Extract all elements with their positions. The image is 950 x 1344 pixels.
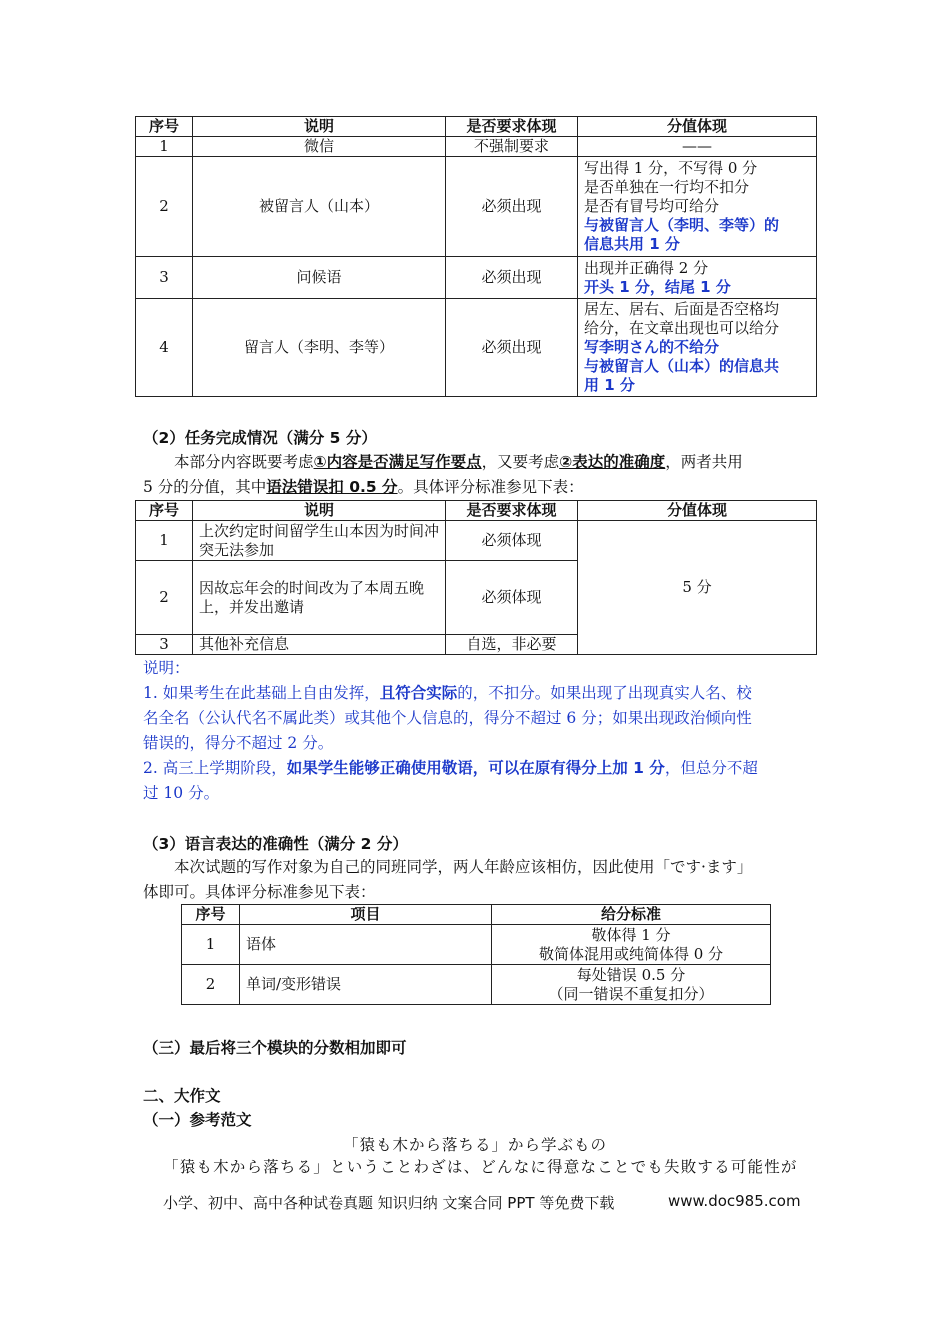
sub-heading: （一）参考范文 <box>143 1111 252 1129</box>
col-header: 分值体现 <box>578 501 817 521</box>
table-header-row <box>136 501 817 521</box>
text-run: 错误的，得分不超过 2 分。 <box>143 734 334 752</box>
notes-block <box>143 656 815 806</box>
col-header: 是否要求体现 <box>446 117 578 137</box>
essay-line: 「猿も木から落ちる」ということわざは、どんなに得意なことでも失敗する可能性が <box>163 1158 798 1176</box>
text-run: 体即可。具体评分标准参见下表： <box>143 883 376 901</box>
score-line: 居左、居右、后面是否空格均 <box>584 300 780 318</box>
text-emphasis: 且符合实际 <box>379 684 458 702</box>
table-row <box>136 257 817 299</box>
col-header: 序号 <box>136 117 193 137</box>
table-row <box>136 157 817 257</box>
cell-desc: 微信 <box>193 137 446 157</box>
cell-desc: 问候语 <box>193 257 446 299</box>
cell-req: 不强制要求 <box>446 137 578 157</box>
text-emphasis: 语法错误扣 0.5 分 <box>266 478 398 496</box>
text-run: 本次试题的写作对象为自己的同班同学，两人年龄应该相仿，因此使用「です·ます」 <box>174 858 753 876</box>
table-header-row <box>182 905 771 925</box>
cell-item: 语体 <box>240 925 492 965</box>
cell-no: 1 <box>136 521 193 561</box>
table-row <box>136 299 817 397</box>
col-header: 序号 <box>182 905 240 925</box>
footer-url: www.doc985.com <box>668 1192 801 1210</box>
footer-text: 小学、初中、高中各种试卷真题 知识归纳 文案合同 PPT 等免费下载 <box>163 1194 615 1212</box>
cell-no: 1 <box>182 925 240 965</box>
score-line-emphasis: 写李明さん的不给分 <box>584 338 720 356</box>
essay-title: 「猿も木から落ちる」から学ぶもの <box>342 1136 607 1154</box>
col-header: 给分标准 <box>492 905 771 925</box>
cell-desc: 因故忘年会的时间改为了本周五晚上，并发出邀请 <box>193 561 446 635</box>
cell-score <box>578 157 817 257</box>
standard-line: （同一错误不重复扣分） <box>548 984 714 1003</box>
cell-standard <box>492 925 771 965</box>
text-emphasis: ②表达的准确度 <box>559 453 666 471</box>
scoring-table-2 <box>135 500 817 655</box>
text-run: 本部分内容既要考虑 <box>174 453 314 471</box>
score-line: 是否有冒号均可给分 <box>584 197 720 215</box>
cell-desc: 其他补充信息 <box>193 635 446 655</box>
cell-desc: 留言人（李明、李等） <box>193 299 446 397</box>
cell-no: 3 <box>136 635 193 655</box>
text-run: 名全名（公认代名不属此类）或其他个人信息的，得分不超过 6 分；如果出现政治倾向性 <box>143 709 752 727</box>
cell-no: 2 <box>182 965 240 1005</box>
text-run: ，但总分不超 <box>664 759 758 777</box>
note-item-2 <box>143 756 815 806</box>
score-line-emphasis: 开头 1 分，结尾 1 分 <box>584 277 731 296</box>
text-run: 的，不扣分。如果出现了出现真实人名、校 <box>457 684 752 702</box>
score-line-emphasis: 与被留言人（李明、李等）的 <box>584 216 780 234</box>
score-line: 写出得 1 分，不写得 0 分 <box>584 159 758 177</box>
col-header: 说明 <box>193 117 446 137</box>
col-header: 分值体现 <box>578 117 817 137</box>
text-emphasis: ①内容是否满足写作要点 <box>313 453 482 471</box>
note-item-1 <box>143 681 815 756</box>
table-row <box>136 521 817 561</box>
cell-no: 3 <box>136 257 193 299</box>
text-emphasis: 如果学生能够正确使用敬语，可以在原有得分上加 1 分 <box>286 759 665 777</box>
col-header: 是否要求体现 <box>446 501 578 521</box>
notes-title: 说明： <box>143 659 190 677</box>
cell-score: —— <box>578 137 817 157</box>
text-run: 过 10 分。 <box>143 784 220 802</box>
cell-score: 5 分 <box>578 521 817 655</box>
col-header: 序号 <box>136 501 193 521</box>
table-row <box>182 965 771 1005</box>
cell-score <box>578 299 817 397</box>
cell-req: 必须出现 <box>446 257 578 299</box>
text-run: ，两者共用 <box>665 453 743 471</box>
cell-req: 自选，非必要 <box>446 635 578 655</box>
section-heading: （2）任务完成情况（满分 5 分） <box>143 429 377 447</box>
text-run: ，又要考虑 <box>481 453 560 471</box>
text-run: 。具体评分标准参见下表： <box>397 478 584 496</box>
scoring-table-3 <box>181 904 771 1005</box>
cell-item: 单词/变形错误 <box>240 965 492 1005</box>
cell-req: 必须体现 <box>446 561 578 635</box>
col-header: 说明 <box>193 501 446 521</box>
col-header: 项目 <box>240 905 492 925</box>
cell-req: 必须体现 <box>446 521 578 561</box>
cell-no: 4 <box>136 299 193 397</box>
score-line: 给分，在文章出现也可以给分 <box>584 319 780 337</box>
score-line-emphasis: 与被留言人（山本）的信息共 <box>584 357 780 375</box>
cell-desc: 被留言人（山本） <box>193 157 446 257</box>
section-heading: （3）语言表达的准确性（满分 2 分） <box>143 835 408 853</box>
standard-line: 每处错误 0.5 分 <box>576 965 686 984</box>
cell-no: 2 <box>136 561 193 635</box>
score-line: 出现并正确得 2 分 <box>584 258 709 277</box>
score-line-emphasis: 用 1 分 <box>584 376 635 394</box>
text-run: 1. 如果考生在此基础上自由发挥， <box>143 684 380 702</box>
cell-desc: 上次约定时间留学生山本因为时间冲突无法参加 <box>193 521 446 561</box>
text-run: 2. 高三上学期阶段， <box>143 759 287 777</box>
score-line-emphasis: 信息共用 1 分 <box>584 235 680 253</box>
standard-line: 敬体得 1 分 <box>591 925 671 944</box>
section-paragraph <box>143 450 813 500</box>
part-heading: 二、大作文 <box>143 1087 221 1105</box>
section-heading: （三）最后将三个模块的分数相加即可 <box>143 1039 407 1057</box>
cell-standard <box>492 965 771 1005</box>
table-row <box>182 925 771 965</box>
table-row <box>136 137 817 157</box>
cell-req: 必须出现 <box>446 299 578 397</box>
section-paragraph <box>143 855 815 905</box>
table-header-row <box>136 117 817 137</box>
text-run: 5 分的分值，其中 <box>143 478 267 496</box>
score-line: 是否单独在一行均不扣分 <box>584 178 750 196</box>
standard-line: 敬简体混用或纯简体得 0 分 <box>538 944 724 963</box>
cell-score <box>578 257 817 299</box>
scoring-table-1 <box>135 116 817 397</box>
cell-no: 1 <box>136 137 193 157</box>
cell-no: 2 <box>136 157 193 257</box>
cell-req: 必须出现 <box>446 157 578 257</box>
